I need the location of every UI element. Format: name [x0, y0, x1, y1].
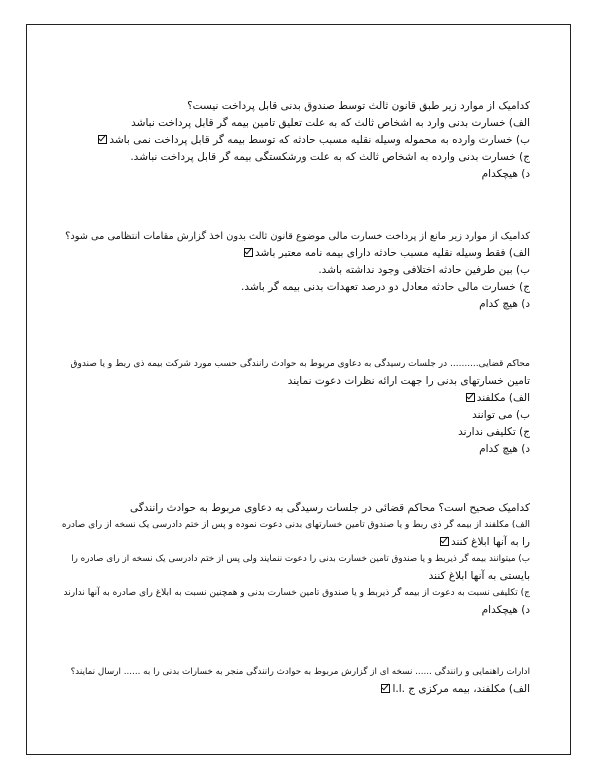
option-b: ب) بین طرفین حادثه اختلافی وجود نداشته باشد.: [318, 264, 530, 276]
checkmark-icon: [440, 537, 449, 546]
question-stem: ادارات راهنمایی و رانندگی ...... نسخه ای از گزارش مربوط به حوادث رانندگی منجر به خسارات بدنی را به ...... ارسال نمایند؟: [70, 667, 530, 677]
option-c: ج) تکلیفی ندارند: [458, 426, 530, 438]
option-d: د) هیچکدام: [481, 604, 530, 616]
option-d: د) هیچ کدام: [479, 298, 530, 310]
option-c: ج) تکلیفی نسبت به دعوت از بیمه گر ذیربط و یا صندوق تامین خسارت بدنی و همچنین نسبت به ابلاغ رای صادره به آنها ندارند: [63, 588, 530, 598]
option-d: د) هیچکدام: [481, 168, 530, 180]
question-stem-continued: تامین خسارتهای بدنی را جهت ارائه نظرات دعوت نمایند: [287, 375, 530, 387]
question-1: [62, 98, 530, 183]
option-b: ب) میتوانند بیمه گر ذیربط و یا صندوق تامین خسارت بدنی را دعوت ننمایند ولی پس از ختم دادرسی یک نسخه از رای صادره را: [71, 554, 530, 564]
option-b: ب) خسارت وارده به محموله وسیله نقلیه مسبب حادثه که توسط بیمه گر قابل پرداخت نمی باشد: [62, 132, 530, 149]
checkmark-icon: [98, 135, 107, 144]
question-5: [62, 664, 530, 698]
option-a: الف) مکلفند از بیمه گر ذی ربط و یا صندوق تامین خسارتهای بدنی دعوت نموده و پس از ختم دادرسی یک نسخه از رای صادره: [62, 520, 530, 530]
option-a-continued: را به آنها ابلاغ کنند: [62, 534, 530, 551]
question-stem: کدامیک از موارد زیر طبق قانون ثالث توسط صندوق بدنی قابل پرداخت نیست؟: [187, 100, 530, 112]
option-a: الف) خسارت بدنی وارد به اشخاص ثالث که به علت تعلیق تامین بیمه گر قابل پرداخت نباشد: [131, 117, 530, 129]
option-b-continued: بایستی به آنها ابلاغ کنند: [428, 570, 530, 582]
checkmark-icon: [244, 248, 253, 257]
question-3: [62, 356, 530, 458]
question-stem: کدامیک از موارد زیر مانع از پرداخت خسارت مالی موضوع قانون ثالث بدون اخذ گزارش مقامات انتظامی می شود؟: [65, 231, 530, 242]
checkmark-icon: [381, 684, 390, 693]
question-stem: محاکم قضایی.......... در جلسات رسیدگی به دعاوی مربوط به حوادث رانندگی حسب مورد شرکت بیمه ذی ربط و یا صندوق: [70, 359, 530, 369]
question-2: [62, 228, 530, 313]
option-a: الف) مکلفند: [62, 390, 530, 407]
checkmark-icon: [466, 393, 475, 402]
option-a: الف) فقط وسیله نقلیه مسبب حادثه دارای بیمه نامه معتبر باشد: [62, 245, 530, 262]
option-b: ب) می توانند: [472, 409, 530, 421]
option-c: ج) خسارت بدنی وارده به اشخاص ثالث که به علت ورشکستگی بیمه گر قابل پرداخت نباشد.: [130, 151, 530, 163]
question-4: [62, 500, 530, 619]
option-a: الف) مکلفند، بیمه مرکزی ج .ا.ا: [62, 681, 530, 698]
question-stem: کدامیک صحیح است؟ محاکم قضائی در جلسات رسیدگی به دعاوی مربوط به حوادث رانندگی: [129, 502, 530, 514]
option-c: ج) خسارت مالی حادثه معادل دو درصد تعهدات بدنی بیمه گر باشد.: [240, 281, 530, 293]
option-d: د) هیچ کدام: [479, 443, 530, 455]
